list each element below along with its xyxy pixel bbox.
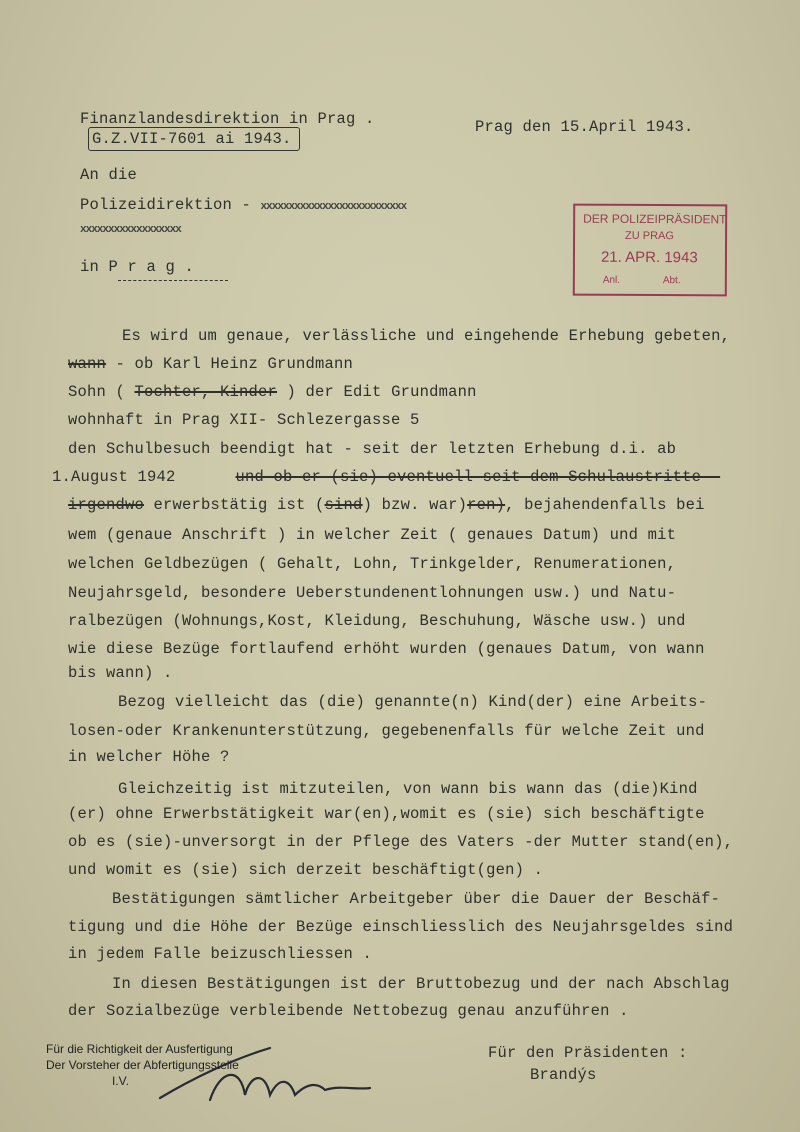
body-line-7 [68, 496, 705, 514]
body-line-12: wie diese Bezüge fortlaufend erhöht wurden (genaues Datum, von wann [68, 640, 705, 658]
body-line-6 [52, 468, 720, 486]
recipient-crossed-line-3: xxxxxxxxxxxxxxxxxx [80, 224, 181, 236]
body-line-23: in jedem Falle beizuschliessen . [68, 945, 373, 963]
recipient-line-2 [80, 196, 406, 214]
certification-stamp-line-3: I.V. [112, 1074, 129, 1088]
body-line-17: Gleichzeitig ist mitzuteilen, von wann bis wann das (die)Kind [118, 780, 698, 798]
body-mother-name: ) der Edit Grundmann [277, 383, 477, 401]
struck-sind: sind [324, 496, 363, 514]
place-date: Prag den 15.April 1943. [475, 118, 694, 136]
stamp-anl: Anl. [602, 274, 621, 286]
body-line-1: Es wird um genaue, verlässliche und eingehende Erhebung gebeten, [122, 327, 731, 345]
struck-schulaustritte: und ob er (sie) eventuell seit dem Schulaustritte - [235, 468, 721, 486]
body-line-5: den Schulbesuch beendigt hat - seit der letzten Erhebung d.i. ab [68, 440, 677, 458]
reference-number: G.Z.VII-7601 ai 1943. [92, 130, 292, 148]
body-line-14: Bezog vielleicht das (die) genannte(n) Kind(der) eine Arbeits- [118, 693, 708, 711]
body-sohn: Sohn ( [68, 383, 135, 401]
body-line-22: tigung und die Höhe der Bezüge einschliesslich des Neujahrsgeldes sind [68, 918, 734, 936]
body-line-11: ralbezügen (Wohnungs,Kost, Kleidung, Beschuhung, Wäsche usw.) und [68, 612, 686, 630]
body-bzw-war: ) bzw. war) [362, 496, 468, 514]
recipient-line-1: An die [80, 166, 138, 184]
body-line-10: Neujahrsgeld, besondere Ueberstundenentlohnungen usw.) und Natu- [68, 584, 677, 602]
stamp-abt: Abt. [662, 275, 681, 287]
city-underline [118, 280, 228, 281]
recipient-city: in P r a g . [80, 258, 195, 276]
body-date-august: 1.August 1942 [52, 468, 176, 486]
body-line-19: ob es (sie)-unversorgt in der Pflege des Vaters -der Mutter stand(en), [68, 833, 734, 851]
body-line-16: in welcher Höhe ? [68, 748, 230, 766]
sender-office: Finanzlandesdirektion in Prag . [80, 110, 375, 128]
struck-tochter-kinder: Tochter, Kinder [134, 383, 278, 401]
certification-stamp-line-2: Der Vorsteher der Abfertigungsstelle [46, 1058, 239, 1072]
stamp-title: DER POLIZEIPRÄSIDENT [583, 211, 727, 227]
struck-wann: wann [68, 355, 107, 373]
on-behalf-of-president: Für den Präsidenten : [488, 1044, 688, 1062]
body-line-21: Bestätigungen sämtlicher Arbeitgeber über die Dauer der Beschäf- [112, 890, 721, 908]
body-line-24: In diesen Bestätigungen ist der Bruttobezug und der nach Abschlag [112, 975, 730, 993]
recipient-polizeidirektion: Polizeidirektion - [80, 196, 252, 214]
stamp-date: 21. APR. 1943 [600, 248, 698, 267]
recipient-crossed-out: xxxxxxxxxxxxxxxxxxxxxxxxxx [260, 201, 407, 213]
handwritten-signature [150, 1040, 380, 1110]
struck-irgendwo: irgendwo [68, 496, 145, 514]
body-erwerbstaetig: erwerbstätig ist ( [144, 496, 325, 514]
body-line-2 [68, 355, 353, 373]
body-line-13: bis wann) . [68, 664, 173, 682]
body-line-9: welchen Geldbezügen ( Gehalt, Lohn, Trinkgelder, Renumerationen, [68, 555, 677, 573]
body-bejahendenfalls: , bejahendenfalls bei [505, 496, 705, 514]
body-line-3 [68, 383, 477, 401]
signatory-name: Brandýs [530, 1066, 597, 1084]
body-line-20: und womit es (sie) sich derzeit beschäftigt(gen) . [68, 861, 544, 879]
certification-stamp-line-1: Für die Richtigkeit der Ausfertigung [46, 1042, 233, 1056]
stamp-city: ZU PRAG [625, 229, 675, 243]
body-child-name: - ob Karl Heinz Grundmann [106, 355, 354, 373]
body-line-18: (er) ohne Erwerbstätigkeit war(en),womit es (sie) sich beschäftigte [68, 805, 705, 823]
body-line-15: losen-oder Krankenunterstützung, gegebenenfalls für welche Zeit und [68, 722, 705, 740]
body-line-8: wem (genaue Anschrift ) in welcher Zeit ( genaues Datum) und mit [68, 526, 677, 544]
body-line-4: wohnhaft in Prag XII- Schlezergasse 5 [68, 411, 420, 429]
police-received-stamp [573, 204, 727, 297]
body-line-25: der Sozialbezüge verbleibende Nettobezug genau anzuführen . [68, 1002, 629, 1020]
struck-ren: ren) [467, 496, 506, 514]
